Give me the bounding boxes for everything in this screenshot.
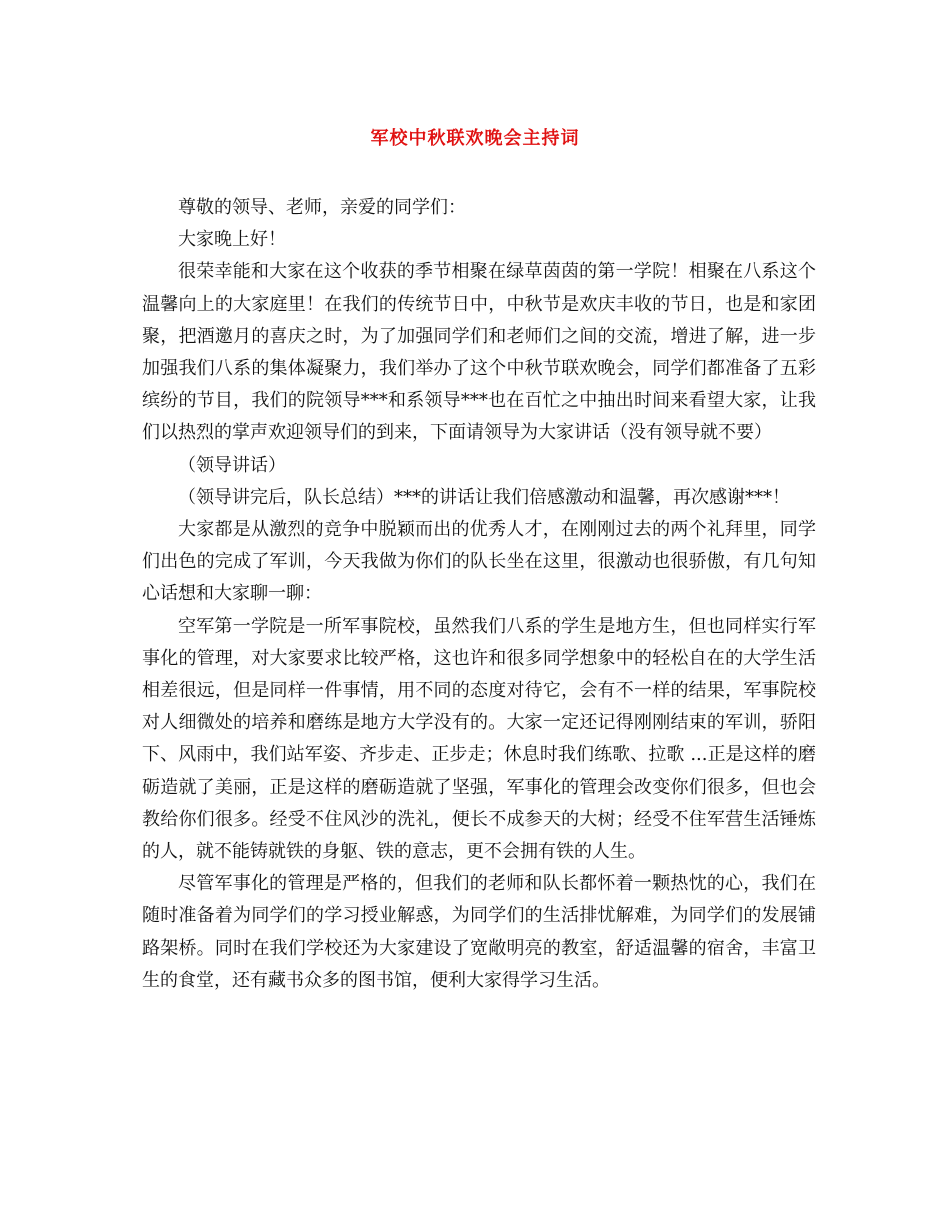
paragraph-teachers-care: 尽管军事化的管理是严格的，但我们的老师和队长都怀着一颗热忱的心，我们在随时准备着为同学们的学习授业解惑，为同学们的生活排忧解难，为同学们的发展铺路架桥。同时在我们学校还为大家建设了宽敞明亮的教室，舒适温馨的宿舍，丰富卫生的食堂，还有藏书众多的图书馆，便利大家得学习生活。 xyxy=(142,873,816,991)
paragraph-opening: 很荣幸能和大家在这个收获的季节相聚在绿草茵茵的第一学院！相聚在八系这个温馨向上的大家庭里！在我们的传统节日中，中秋节是欢庆丰收的节日，也是和家团聚，把酒邀月的喜庆之时，为了加强同学们和老师们之间的交流，增进了解，进一步加强我们八系的集体凝聚力，我们举办了这个中秋节联欢晚会，同学们都准备了五彩缤纷的节目，我们的院领导***和系领导***也在百忙之中抽出时间来看望大家，让我们以热烈的掌声欢迎领导们的到来，下面请领导为大家讲话（没有领导就不要） xyxy=(142,261,816,444)
paragraph-leader-speech: （领导讲话） xyxy=(178,454,286,476)
document-body xyxy=(142,192,816,997)
paragraph-captain-summary: （领导讲完后，队长总结）***的讲话让我们倍感激动和温馨，再次感谢***！ xyxy=(178,486,790,508)
document-title: 军校中秋联欢晚会主持词 xyxy=(370,128,580,149)
paragraph-talents: 大家都是从激烈的竞争中脱颖而出的优秀人才，在刚刚过去的两个礼拜里，同学们出色的完成了军训，今天我做为你们的队长坐在这里，很激动也很骄傲，有几句知心话想和大家聊一聊： xyxy=(142,519,816,605)
paragraph-greeting: 大家晚上好！ xyxy=(178,229,286,251)
paragraph-salutation: 尊敬的领导、老师，亲爱的同学们： xyxy=(178,197,466,218)
paragraph-military-management: 空军第一学院是一所军事院校，虽然我们八系的学生是地方生，但也同样实行军事化的管理，对大家要求比较严格，这也许和很多同学想象中的轻松自在的大学生活相差很远，但是同样一件事情，用不同的态度对待它，会有不一样的结果，军事院校对人细微处的培养和磨练是地方大学没有的。大家一定还记得刚刚结束的军训，骄阳下、风雨中，我们站军姿、齐步走、正步走；休息时我们练歌、拉歌 ...正是这样的磨砺造就了美丽，正是这样的磨砺造就了坚强，军事化的管理会改变你们很多，但也会教给你们很多。经受不住风沙的洗礼，便长不成参天的大树；经受不住军营生活锤炼的人，就不能铸就铁的身躯、铁的意志，更不会拥有铁的人生。 xyxy=(142,615,816,863)
